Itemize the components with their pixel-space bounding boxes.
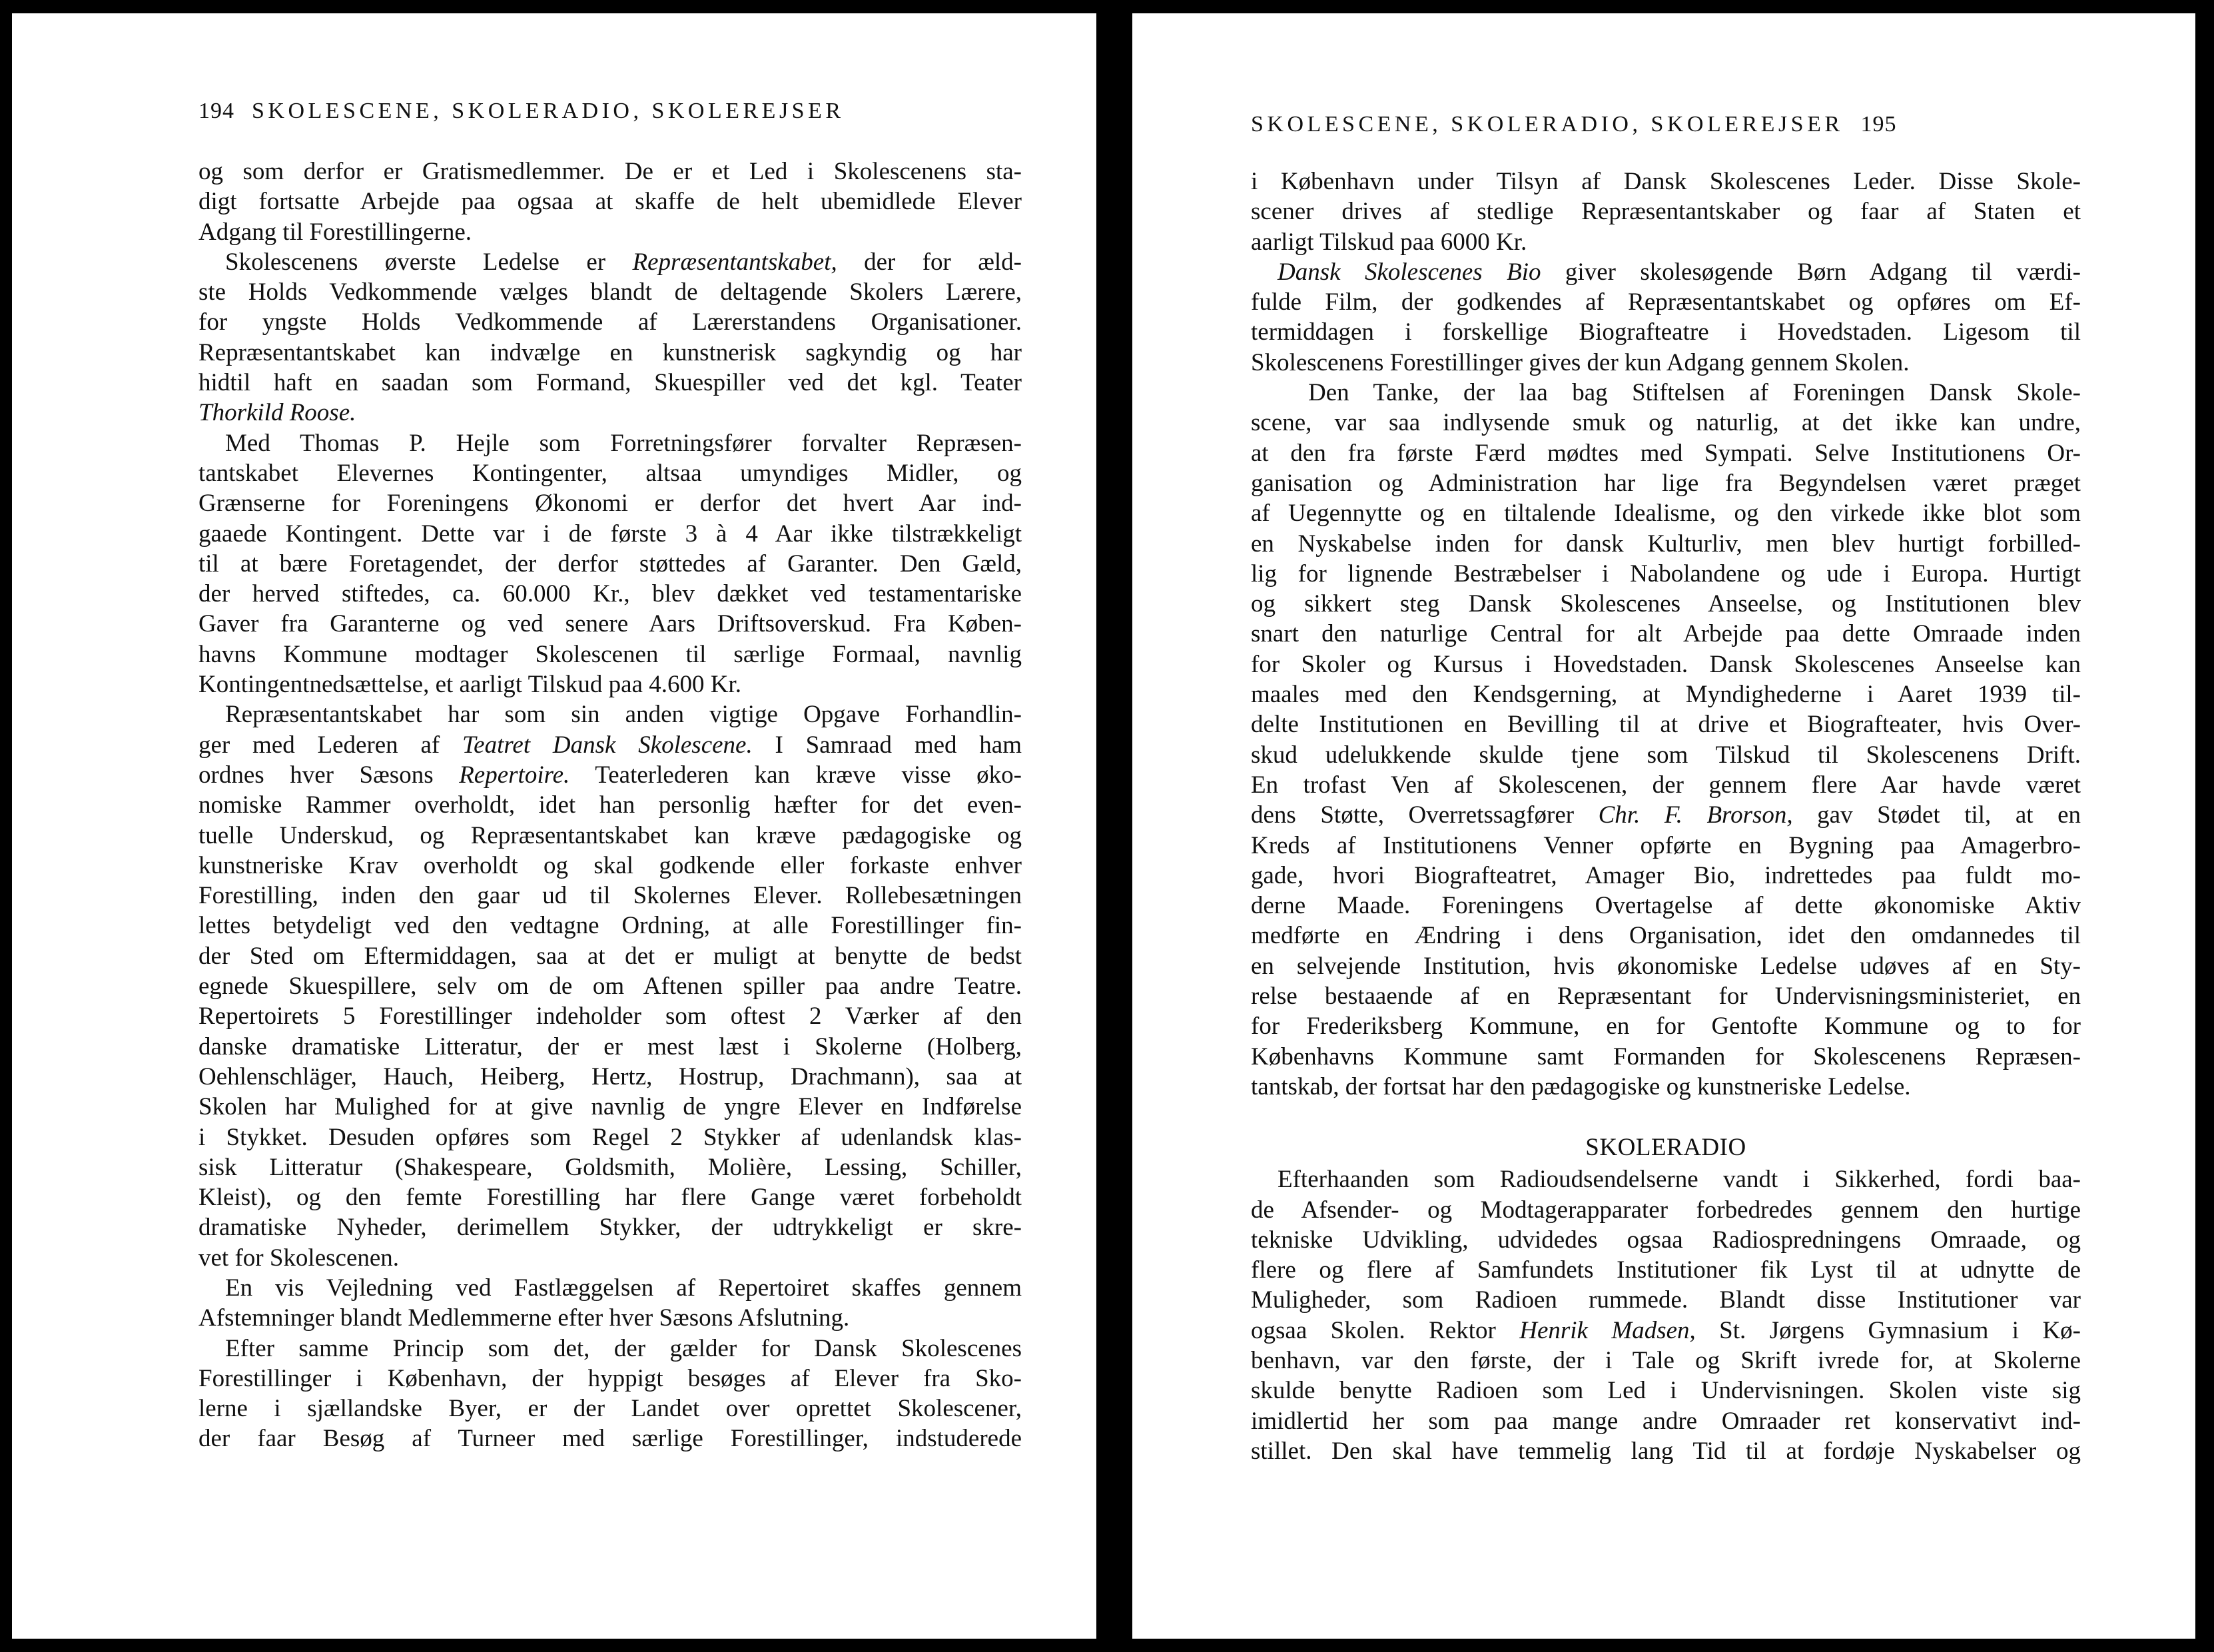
text-line: Efterhaanden som Radioudsendelserne vandt i Sikkerhed, fordi baa- [1278, 1166, 2081, 1194]
text-line: Skolen har Mulighed for at give navnlig de yngre Elever en Indførelse [198, 1093, 1022, 1121]
text-line: gade, hvori Biografteatret, Amager Bio, indrettedes paa fuldt mo- [1251, 861, 2081, 889]
text-line: vet for Skolescenen. [198, 1244, 400, 1272]
text-line: imidlertid her som paa mange andre Omraader ret konservativt ind- [1251, 1407, 2081, 1435]
text-line: egnede Skuespillere, selv om de om Aftenen spiller paa andre Teatre. [198, 973, 1022, 1001]
text-line: lig for lignende Bestræbelser i Nabolandene og ude i Europa. Hurtigt [1251, 560, 2081, 588]
text-line: ordnes hver Sæsons Repertoire. Teaterlederen kan kræve visse øko- [198, 761, 1022, 789]
text-line: medførte en Ændring i dens Organisation, idet den omdannedes til [1251, 922, 2081, 950]
text-line: Repræsentantskabet kan indvælge en kunstnerisk sagkyndig og har [198, 338, 1022, 366]
text-line: benhavn, var den første, der i Tale og Skrift ivrede for, at Skolerne [1251, 1346, 2081, 1374]
text-line: Repræsentantskabet har som sin anden vigtige Opgave Forhandlin- [225, 701, 1022, 729]
text-line: En vis Vejledning ved Fastlæggelsen af Repertoiret skaffes gennem [225, 1274, 1022, 1302]
text-line: dramatiske Nyheder, derimellem Stykker, der udtrykkeligt er skre- [198, 1214, 1022, 1242]
text-line: Den Tanke, der laa bag Stiftelsen af Foreningen Dansk Skole- [1308, 379, 2081, 407]
text-line: hidtil haft en saadan som Formand, Skuespiller ved det kgl. Teater [198, 369, 1022, 397]
text-line: tantskabet Elevernes Kontingenter, altsaa umyndiges Midler, og [198, 459, 1022, 487]
text-line: Kreds af Institutionens Venner opførte en Bygning paa Amagerbro- [1251, 831, 2081, 859]
text-line: Forestilling, inden den gaar ud til Skolernes Elever. Rollebesætningen [198, 882, 1022, 910]
text-line: stillet. Den skal have temmelig lang Tid til at fordøje Nyskabelser og [1251, 1437, 2081, 1465]
left-page [12, 13, 1096, 1639]
text-line: scener drives af stedlige Repræsentantskaber og faar af Staten et [1251, 198, 2081, 226]
text-line: Gaver fra Garanterne og ved senere Aars Driftsoverskud. Fra Køben- [198, 610, 1022, 638]
left-running-header [198, 99, 845, 124]
text-line: fulde Film, der godkendes af Repræsentantskabet og opføres om Ef- [1251, 288, 2081, 316]
text-line: havns Kommune modtager Skolescenen til særlige Formaal, navnlig [198, 640, 1022, 668]
text-line: en selvejende Institution, hvis økonomiske Ledelse udøves af en Sty- [1251, 952, 2081, 980]
text-line: derne Maade. Foreningens Overtagelse af dette økonomiske Aktiv [1251, 892, 2081, 920]
text-line: aarligt Tilskud paa 6000 Kr. [1251, 228, 1527, 256]
right-body-text [1251, 167, 2081, 1466]
text-line: delte Institutionen en Bevilling til at drive et Biografteater, hvis Over- [1251, 711, 2081, 739]
text-line: Københavns Kommune samt Formanden for Skolescenens Repræsen- [1251, 1042, 2081, 1070]
text-line: tuelle Underskud, og Repræsentantskabet kan kræve pædagogiske og [198, 821, 1022, 849]
text-line: de Afsender- og Modtagerapparater forbedredes gennem den hurtige [1251, 1196, 2081, 1224]
text-line: Kleist), og den femte Forestilling har flere Gange været forbeholdt [198, 1184, 1022, 1212]
text-line: der Sted om Eftermiddagen, saa at det er muligt at benytte de bedst [198, 942, 1022, 970]
text-line: at den fra første Færd mødtes med Sympati. Selve Institutionens Or- [1251, 439, 2081, 467]
text-line: maales med den Kendsgerning, at Myndighederne i Aaret 1939 til- [1251, 681, 2081, 709]
right-body-part-2 [1251, 1164, 2081, 1466]
text-line: en Nyskabelse inden for dansk Kulturliv, men blev hurtigt forbilled- [1251, 530, 2081, 558]
left-body-text [198, 157, 1022, 1454]
text-line: scene, var saa indlysende smuk og naturlig, at det ikke kan undre, [1251, 409, 2081, 437]
text-line: for Skoler og Kursus i Hovedstaden. Dansk Skolescenes Anseelse kan [1251, 650, 2081, 678]
text-line: Grænserne for Foreningens Økonomi er derfor det hvert Aar ind- [198, 490, 1022, 518]
text-line: ger med Lederen af Teatret Dansk Skolescene. I Samraad med ham [198, 731, 1022, 759]
text-line: Muligheder, som Radioen rummede. Blandt disse Institutioner var [1251, 1286, 2081, 1314]
text-line: skulde benytte Radioen som Led i Undervisningen. Skolen viste sig [1251, 1377, 2081, 1405]
text-line: i København under Tilsyn af Dansk Skolescenes Leder. Disse Skole- [1251, 168, 2081, 195]
text-line: for Frederiksberg Kommune, en for Gentofte Kommune og to for [1251, 1013, 2081, 1040]
text-line: En trofast Ven af Skolescenen, der gennem flere Aar havde været [1251, 771, 2081, 799]
text-line: der herved stiftedes, ca. 60.000 Kr., blev dækket ved testamentariske [198, 580, 1022, 608]
text-line: flere og flere af Samfundets Institutioner fik Lyst til at udnytte de [1251, 1256, 2081, 1284]
text-line: Afstemninger blandt Medlemmerne efter hver Sæsons Afslutning. [198, 1304, 850, 1332]
text-line: Oehlenschläger, Hauch, Heiberg, Hertz, Hostrup, Drachmann), saa at [198, 1062, 1022, 1090]
text-line: ste Holds Vedkommende vælges blandt de deltagende Skolers Lærere, [198, 278, 1022, 306]
text-line: og som derfor er Gratismedlemmer. De er et Led i Skolescenens sta- [198, 158, 1022, 185]
text-line: Skolescenens øverste Ledelse er Repræsentantskabet, der for æld- [225, 248, 1022, 276]
right-running-head-title: SKOLESCENE, SKOLERADIO, SKOLEREJSER [1251, 112, 1844, 137]
text-line: til at bære Foretagendet, der derfor støttedes af Garanter. Den Gæld, [198, 550, 1022, 578]
right-body-part-1 [1251, 167, 2081, 1102]
text-line: i Stykket. Desuden opføres som Regel 2 Stykker af udenlandsk klas- [198, 1123, 1022, 1151]
text-line: Efter samme Princip som det, der gælder for Dansk Skolescenes [225, 1334, 1022, 1362]
text-line: Repertoirets 5 Forestillinger indeholder som oftest 2 Værker af den [198, 1003, 1022, 1031]
text-line: og sikkert steg Dansk Skolescenes Anseelse, og Institutionen blev [1251, 590, 2081, 618]
text-line: tantskab, der fortsat har den pædagogiske og kunstneriske Ledelse. [1251, 1072, 1911, 1100]
section-heading-skoleradio: SKOLERADIO [1585, 1134, 1746, 1162]
text-line: Adgang til Forestillingerne. [198, 218, 472, 246]
text-line: Med Thomas P. Hejle som Forretningsfører forvalter Repræsen- [225, 429, 1022, 457]
text-line: termiddagen i forskellige Biografteatre i Hovedstaden. Ligesom til [1251, 318, 2081, 346]
text-line: ogsaa Skolen. Rektor Henrik Madsen, St. Jørgens Gymnasium i Kø- [1251, 1316, 2081, 1344]
text-line: Kontingentnedsættelse, et aarligt Tilskud paa 4.600 Kr. [198, 671, 741, 699]
right-page [1132, 13, 2195, 1639]
text-line: ganisation og Administration har lige fra Begyndelsen været præget [1251, 469, 2081, 497]
text-line: snart den naturlige Central for alt Arbejde paa dette Omraade inden [1251, 620, 2081, 648]
text-line: Dansk Skolescenes Bio giver skolesøgende Børn Adgang til værdi- [1278, 258, 2081, 286]
right-page-number: 195 [1860, 112, 1897, 137]
text-line: af Uegennytte og en tiltalende Idealisme, og den virkede ikke blot som [1251, 500, 2081, 528]
text-line: Skolescenens Forestillinger gives der kun Adgang gennem Skolen. [1251, 348, 1910, 376]
text-line: dens Støtte, Overretssagfører Chr. F. Brorson, gav Stødet til, at en [1251, 801, 2081, 829]
text-line: kunstneriske Krav overholdt og skal godkende eller forkaste enhver [198, 851, 1022, 879]
text-line: Thorkild Roose. [198, 399, 356, 427]
text-line: relse bestaaende af en Repræsentant for Undervisningsministeriet, en [1251, 983, 2081, 1011]
text-line: skud udelukkende skulde tjene som Tilskud til Skolescenens Drift. [1251, 741, 2081, 769]
text-line: lettes betydeligt ved den vedtagne Ordning, at alle Forestillinger fin- [198, 912, 1022, 940]
text-line: gaaede Kontingent. Dette var i de første 3 à 4 Aar ikke tilstrækkeligt [198, 520, 1022, 548]
text-line: danske dramatiske Litteratur, der er mest læst i Skolerne (Holberg, [198, 1032, 1022, 1060]
left-page-number: 194 [198, 99, 234, 123]
left-running-head-title: SKOLESCENE, SKOLERADIO, SKOLEREJSER [252, 99, 845, 123]
text-line: nomiske Rammer overholdt, idet han personlig hæfter for det even- [198, 791, 1022, 819]
text-line: lerne i sjællandske Byer, er der Landet over oprettet Skolescener, [198, 1395, 1022, 1423]
text-line: sisk Litteratur (Shakespeare, Goldsmith, Molière, Lessing, Schiller, [198, 1153, 1022, 1181]
right-running-header [1251, 112, 1897, 137]
text-line: for yngste Holds Vedkommende af Lærerstandens Organisationer. [198, 308, 1022, 336]
text-line: tekniske Udvikling, udvidedes ogsaa Radiospredningens Omraade, og [1251, 1226, 2081, 1254]
text-line: Forestillinger i København, der hyppigt besøges af Elever fra Sko- [198, 1364, 1022, 1392]
text-line: digt fortsatte Arbejde paa ogsaa at skaffe de helt ubemidlede Elever [198, 188, 1022, 216]
text-line: der faar Besøg af Turneer med særlige Forestillinger, indstuderede [198, 1425, 1022, 1453]
